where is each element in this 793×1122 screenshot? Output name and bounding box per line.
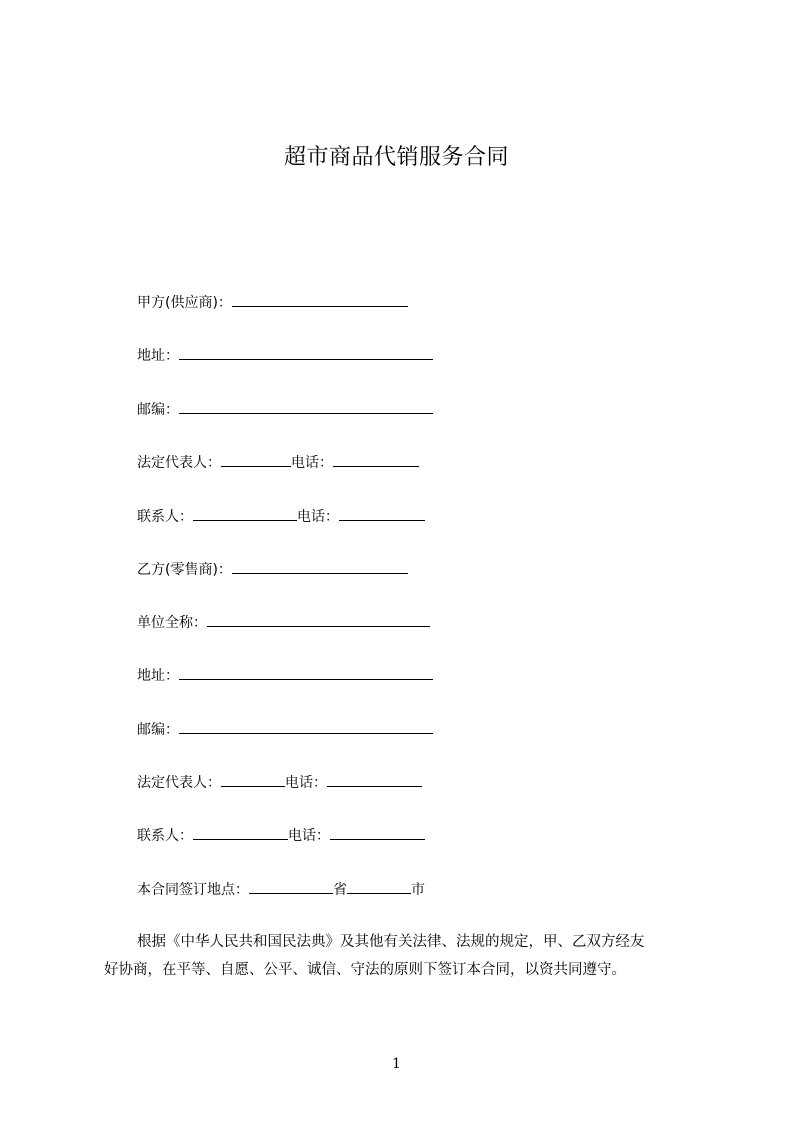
phone-b-1-label: 电话：	[285, 775, 327, 791]
postcode-b-label: 邮编：	[137, 722, 179, 738]
address-b-blank	[179, 665, 433, 680]
contact-b-label: 联系人：	[137, 828, 193, 844]
address-a-line	[137, 345, 433, 366]
address-a-label: 地址：	[137, 348, 179, 364]
address-a-blank	[179, 345, 433, 360]
province-blank	[249, 879, 333, 894]
postcode-a-blank	[179, 399, 433, 414]
contact-a-blank	[193, 506, 297, 521]
city-label: 市	[411, 882, 425, 898]
postcode-b-blank	[179, 719, 433, 734]
document-title: 超市商品代销服务合同	[283, 145, 509, 170]
contact-b-blank	[193, 825, 288, 840]
postcode-b-line	[137, 719, 433, 740]
legal-rep-a-blank	[221, 452, 291, 467]
unit-name-b-blank	[207, 612, 430, 627]
legal-rep-b-label: 法定代表人：	[137, 775, 221, 791]
party-a-line	[137, 292, 408, 313]
party-a-blank	[232, 292, 408, 307]
preamble-line-2: 好协商，在平等、自愿、公平、诚信、守法的原则下签订本合同，以资共同遵守。	[104, 962, 626, 978]
address-b-line	[137, 665, 433, 686]
legal-rep-b-line	[137, 772, 422, 793]
legal-rep-a-line	[137, 452, 419, 473]
city-blank	[347, 879, 411, 894]
province-label: 省	[333, 882, 347, 898]
unit-name-b-line	[137, 612, 430, 633]
phone-a-2-label: 电话：	[297, 509, 339, 525]
party-b-label: 乙方(零售商)：	[137, 562, 232, 578]
signing-place-line	[137, 879, 425, 900]
phone-b-1-blank	[327, 772, 422, 787]
contact-a-line	[137, 506, 425, 527]
postcode-a-label: 邮编：	[137, 402, 179, 418]
page-number: 1	[392, 1056, 401, 1072]
preamble-paragraph	[104, 928, 694, 984]
phone-b-2-label: 电话：	[288, 828, 330, 844]
signing-place-label: 本合同签订地点：	[137, 882, 249, 898]
contact-a-label: 联系人：	[137, 509, 193, 525]
phone-a-2-blank	[339, 506, 425, 521]
postcode-a-line	[137, 399, 433, 420]
phone-b-2-blank	[330, 825, 425, 840]
contact-b-line	[137, 825, 425, 846]
unit-name-b-label: 单位全称：	[137, 615, 207, 631]
party-b-line	[137, 559, 408, 580]
legal-rep-b-blank	[221, 772, 285, 787]
phone-a-1-blank	[333, 452, 419, 467]
party-a-label: 甲方(供应商)：	[137, 295, 232, 311]
preamble-line-1: 根据《中华人民共和国民法典》及其他有关法律、法规的规定，甲、乙双方经友	[137, 934, 645, 950]
legal-rep-a-label: 法定代表人：	[137, 455, 221, 471]
party-b-blank	[232, 559, 408, 574]
address-b-label: 地址：	[137, 668, 179, 684]
phone-a-1-label: 电话：	[291, 455, 333, 471]
